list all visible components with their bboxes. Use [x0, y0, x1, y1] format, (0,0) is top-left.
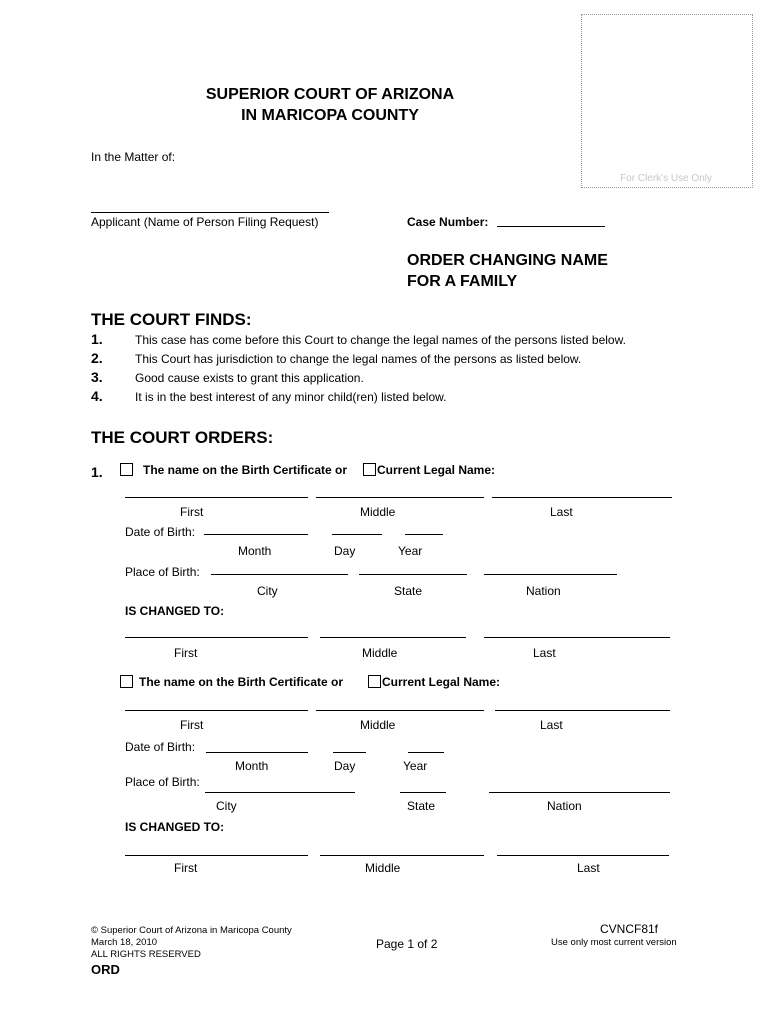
- dob-month-field[interactable]: [206, 752, 308, 753]
- month-label: Month: [238, 544, 272, 558]
- last-name-field[interactable]: [495, 710, 670, 711]
- dob-day-field[interactable]: [332, 534, 382, 535]
- footer-code: ORD: [91, 962, 120, 977]
- court-name-line2: IN MARICOPA COUNTY: [241, 107, 419, 124]
- first-label: First: [180, 505, 204, 519]
- middle-label: Middle: [362, 646, 398, 660]
- day-label: Day: [334, 544, 356, 558]
- state-label: State: [407, 799, 436, 813]
- first-label: First: [180, 718, 204, 732]
- footer-rights: ALL RIGHTS RESERVED: [91, 949, 201, 960]
- current-name-option[interactable]: Current Legal Name:: [368, 673, 500, 691]
- birth-certificate-checkbox[interactable]: [120, 675, 133, 688]
- pob-city-field[interactable]: [211, 574, 348, 575]
- current-name-option[interactable]: Current Legal Name:: [363, 461, 495, 479]
- applicant-label: Applicant (Name of Person Filing Request): [91, 215, 319, 229]
- pob-label: Place of Birth:: [125, 565, 200, 579]
- last-label: Last: [577, 861, 600, 875]
- pob-state-field[interactable]: [400, 792, 446, 793]
- matter-label: In the Matter of:: [91, 150, 176, 164]
- middle-label: Middle: [360, 505, 396, 519]
- orders-heading: THE COURT ORDERS:: [91, 428, 274, 447]
- first-label: First: [174, 646, 198, 660]
- finding-text: This case has come before this Court to change the legal names of the persons listed below.: [135, 333, 626, 347]
- dob-day-field[interactable]: [333, 752, 366, 753]
- finding-number: 1.: [91, 331, 103, 347]
- finding-number: 3.: [91, 369, 103, 385]
- new-first-name-field[interactable]: [125, 855, 308, 856]
- middle-label: Middle: [365, 861, 401, 875]
- order-title-line1: ORDER CHANGING NAME: [407, 252, 608, 269]
- form-id: CVNCF81f: [600, 922, 659, 936]
- finding-text: Good cause exists to grant this application.: [135, 371, 364, 385]
- court-name-line1: SUPERIOR COURT OF ARIZONA: [205, 86, 455, 103]
- year-label: Year: [403, 759, 428, 773]
- new-first-name-field[interactable]: [125, 637, 308, 638]
- middle-name-field[interactable]: [316, 710, 484, 711]
- finding-text: It is in the best interest of any minor child(ren) listed below.: [135, 390, 447, 404]
- case-number-label: Case Number:: [407, 215, 489, 229]
- first-name-field[interactable]: [125, 710, 308, 711]
- footer-date: March 18, 2010: [91, 937, 158, 948]
- clerk-use-box: [581, 14, 753, 188]
- finding-number: 2.: [91, 350, 103, 366]
- page-number: Page 1 of 2: [376, 937, 438, 951]
- clerk-use-note: For Clerk's Use Only: [620, 173, 712, 184]
- city-label: City: [257, 584, 278, 598]
- first-label: First: [174, 861, 198, 875]
- dob-month-field[interactable]: [204, 534, 308, 535]
- pob-nation-field[interactable]: [489, 792, 670, 793]
- middle-name-field[interactable]: [316, 497, 484, 498]
- dob-year-field[interactable]: [405, 534, 443, 535]
- last-label: Last: [533, 646, 556, 660]
- order-title-line2: FOR A FAMILY: [407, 273, 518, 290]
- month-label: Month: [235, 759, 269, 773]
- year-label: Year: [398, 544, 423, 558]
- birth-certificate-option[interactable]: The name on the Birth Certificate or: [120, 461, 347, 479]
- pob-city-field[interactable]: [205, 792, 355, 793]
- dob-label: Date of Birth:: [125, 525, 196, 539]
- last-label: Last: [550, 505, 573, 519]
- last-label: Last: [540, 718, 563, 732]
- findings-heading: THE COURT FINDS:: [91, 310, 252, 329]
- order-item-number: 1.: [91, 464, 103, 480]
- pob-state-field[interactable]: [359, 574, 467, 575]
- day-label: Day: [334, 759, 356, 773]
- city-label: City: [216, 799, 237, 813]
- pob-label: Place of Birth:: [125, 775, 200, 789]
- birth-certificate-checkbox[interactable]: [120, 463, 133, 476]
- state-label: State: [394, 584, 423, 598]
- new-middle-name-field[interactable]: [320, 855, 484, 856]
- applicant-name-field[interactable]: [91, 212, 329, 213]
- finding-text: This Court has jurisdiction to change the legal names of the persons as listed below.: [135, 352, 582, 366]
- footer-copyright: © Superior Court of Arizona in Maricopa County: [91, 925, 292, 936]
- nation-label: Nation: [526, 584, 561, 598]
- new-last-name-field[interactable]: [484, 637, 670, 638]
- pob-nation-field[interactable]: [484, 574, 617, 575]
- current-name-checkbox[interactable]: [368, 675, 381, 688]
- birth-certificate-option[interactable]: The name on the Birth Certificate or: [120, 673, 343, 691]
- case-number-field[interactable]: [497, 226, 605, 227]
- first-name-field[interactable]: [125, 497, 308, 498]
- current-name-checkbox[interactable]: [363, 463, 376, 476]
- last-name-field[interactable]: [492, 497, 672, 498]
- changed-to-label: IS CHANGED TO:: [125, 820, 225, 834]
- middle-label: Middle: [360, 718, 396, 732]
- new-last-name-field[interactable]: [497, 855, 669, 856]
- changed-to-label: IS CHANGED TO:: [125, 604, 225, 618]
- nation-label: Nation: [547, 799, 582, 813]
- new-middle-name-field[interactable]: [320, 637, 466, 638]
- version-note: Use only most current version: [551, 937, 677, 948]
- dob-label: Date of Birth:: [125, 740, 196, 754]
- finding-number: 4.: [91, 388, 103, 404]
- dob-year-field[interactable]: [408, 752, 444, 753]
